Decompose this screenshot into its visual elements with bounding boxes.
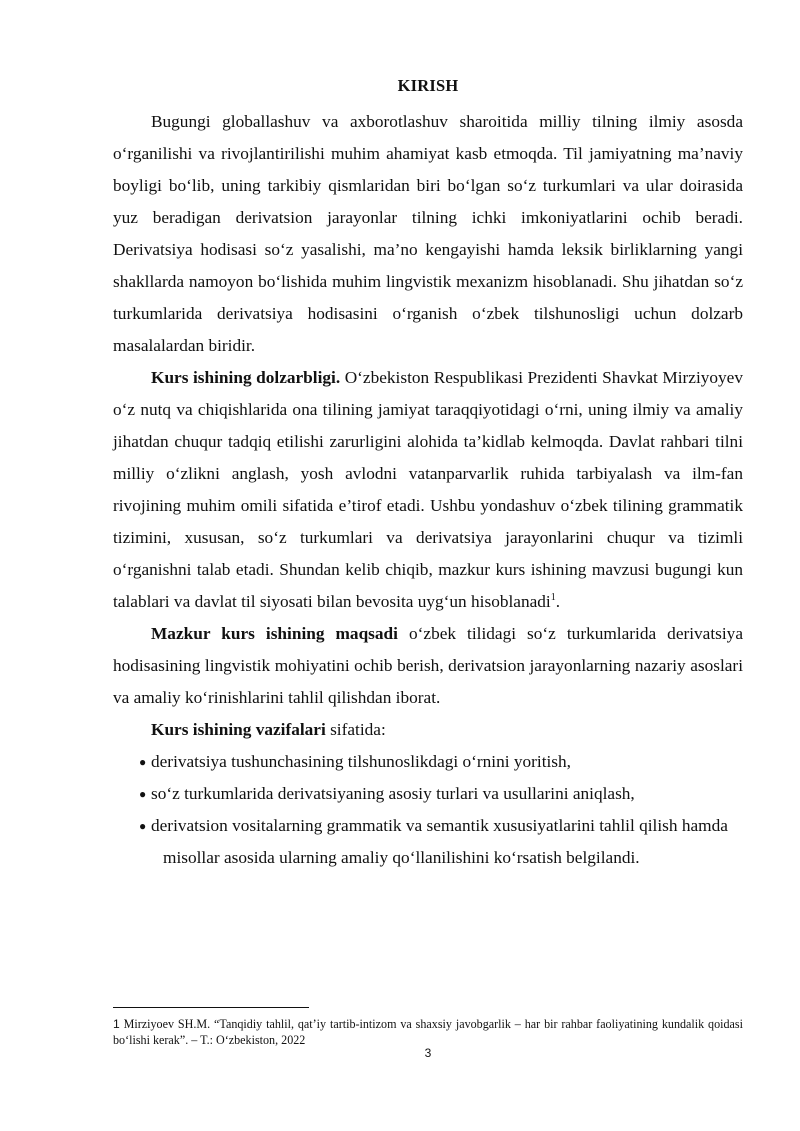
footnote-reference[interactable]: 1 xyxy=(550,592,556,604)
list-item xyxy=(113,778,743,810)
footnote-number: 1 xyxy=(113,1017,120,1031)
bullet-icon: ● xyxy=(139,819,147,833)
tasks-heading: Kurs ishining vazifalari xyxy=(151,720,326,739)
bullet-icon: ● xyxy=(139,787,147,801)
list-item xyxy=(113,810,743,874)
list-item xyxy=(113,746,743,778)
relevance-heading: Kurs ishining dolzarbligi. xyxy=(151,368,341,387)
tasks-paragraph xyxy=(113,714,743,746)
footnote xyxy=(113,1016,743,1048)
footnote-separator xyxy=(113,1007,309,1008)
relevance-end: . xyxy=(555,592,561,611)
list-item-text: so‘z turkumlarida derivatsiyaning asosiy turlari va usullarini aniqlash, xyxy=(151,784,635,803)
list-item-text: derivatsiya tushunchasining tilshunoslikdagi o‘rnini yoritish, xyxy=(151,752,571,771)
tasks-intro-text: sifatida: xyxy=(325,720,386,739)
bullet-icon: ● xyxy=(139,755,147,769)
tasks-list xyxy=(113,746,743,874)
footnote-text: Mirziyoev SH.M. “Tanqidiy tahlil, qat’iy tartib-intizom va shaxsiy javobgarlik – har bir rahbar faoliyatining kundalik qoidasi bo‘lishi kerak”. – T.: O‘zbekiston, 2022 xyxy=(113,1017,743,1047)
goal-heading: Mazkur kurs ishining maqsadi xyxy=(151,624,398,643)
goal-paragraph xyxy=(113,618,743,714)
page-title: KIRISH xyxy=(397,76,459,95)
goal-text: o‘zbek tilidagi so‘z turkumlarida derivatsiya hodisasining lingvistik mohiyatini ochib berish, derivatsion jarayonlarning nazariy asoslari va amaliy ko‘rinishlarini tahlil qilishdan iborat. xyxy=(113,624,743,707)
intro-paragraph: Bugungi globallashuv va axborotlashuv sharoitida milliy tilning ilmiy asosda o‘rganilishi va rivojlantirilishi muhim ahamiyat kasb etmoqda. Til jamiyatning ma’naviy boyligi bo‘lib, uning tarkibiy qismlaridan biri bo‘lgan so‘z turkumlari va ular doirasida yuz beradigan derivatsion jarayonlar tilning ichki imkoniyatlarini ochib beradi. Derivatsiya hodisasi so‘z yasalishi, ma’no kengayishi hamda leksik birliklarning yangi shakllarda namoyon bo‘lishida muhim lingvistik mexanizm hisoblanadi. Shu jihatdan so‘z turkumlarida derivatsiya hodisasini o‘rganish o‘zbek tilshunosligi uchun dolzarb masalalardan biridir. xyxy=(113,112,743,355)
relevance-paragraph xyxy=(113,362,743,618)
page-number: 3 xyxy=(424,1046,432,1060)
page-content xyxy=(113,76,743,874)
relevance-text: O‘zbekiston Respublikasi Prezidenti Shavkat Mirziyoyev o‘z nutq va chiqishlarida ona tilining jamiyat taraqqiyotidagi o‘rni, uning ilmiy va amaliy jihatdan chuqur tadqiq etilishi zarurligini alohida ta’kidlab kelmoqda. Davlat rahbari tilni milliy o‘zlikni anglash, yosh avlodni vatanparvarlik ruhida tarbiyalash va ilm-fan rivojining muhim omili sifatida e’tirof etadi. Ushbu yondashuv o‘zbek tilining grammatik tizimini, xususan, so‘z turkumlari va derivatsiya jarayonlarini chuqur va tizimli o‘rganishni talab etadi. Shundan kelib chiqib, mazkur kurs ishining mavzusi bugungi kun talablari va davlat til siyosati bilan bevosita uyg‘un hisoblanadi xyxy=(113,368,743,611)
list-item-text: derivatsion vositalarning grammatik va semantik xususiyatlarini tahlil qilish hamda misollar asosida ularning amaliy qo‘llanilishini ko‘rsatish belgilandi. xyxy=(151,816,728,867)
